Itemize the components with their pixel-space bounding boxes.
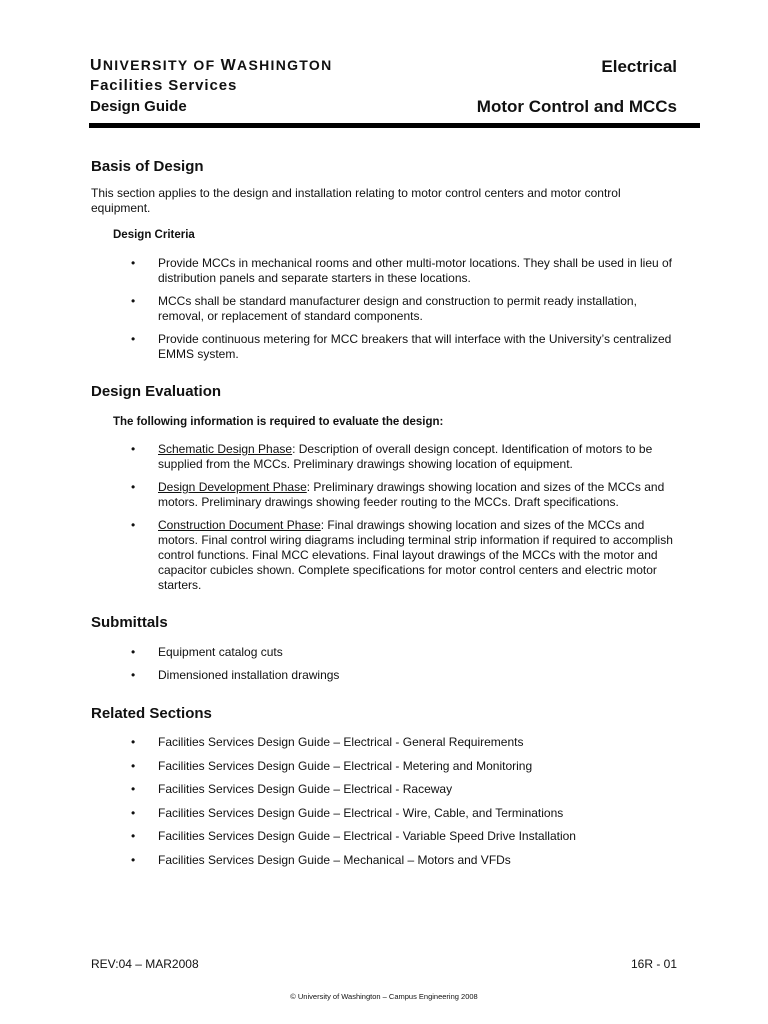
criteria-item: Provide MCCs in mechanical rooms and other multi-motor locations. They shall be used in lieu of distribution panels and separate starters in these locations. (158, 256, 673, 285)
evaluation-lead: The following information is required to evaluate the design: (113, 416, 444, 428)
related-item: Facilities Services Design Guide – Electrical - Wire, Cable, and Terminations (158, 806, 564, 820)
bullet-glyph: • (131, 518, 136, 532)
evaluation-item (158, 518, 683, 593)
university-initial-u: U (90, 57, 103, 74)
university-initial-w: W (220, 57, 238, 74)
evaluation-item (158, 480, 683, 510)
phase-text: : Description of overall design concept. Identification of motors to be supplied from the MCCs. Preliminary drawings showing location of equipment. (158, 442, 653, 471)
university-rest-2: ASHINGTON (237, 57, 333, 73)
phase-name: Design Development Phase (158, 480, 307, 494)
phase-name: Schematic Design Phase (158, 442, 293, 456)
related-item: Facilities Services Design Guide – Electrical - Raceway (158, 782, 453, 796)
phase-name: Construction Document Phase (158, 518, 321, 532)
related-item: Facilities Services Design Guide – Electrical - Variable Speed Drive Installation (158, 829, 576, 843)
submittal-item: Equipment catalog cuts (158, 645, 283, 659)
related-item: Facilities Services Design Guide – Electrical - Metering and Monitoring (158, 759, 533, 773)
bullet-glyph: • (131, 294, 136, 308)
criteria-item: Provide continuous metering for MCC breakers that will interface with the University’s centralized EMMS system. (158, 332, 672, 361)
university-rest-1: NIVERSITY OF (102, 57, 221, 73)
bullet-glyph: • (131, 480, 136, 494)
basis-intro: This section applies to the design and installation relating to motor control centers and motor control equipment. (91, 186, 621, 215)
bullet-glyph: • (131, 256, 136, 270)
evaluation-item (158, 442, 683, 472)
section-title: Motor Control and MCCs (476, 97, 677, 116)
bullet-glyph: • (131, 645, 136, 659)
bullet-glyph: • (131, 853, 136, 867)
related-item: Facilities Services Design Guide – Electrical - General Requirements (158, 735, 524, 749)
bullet-glyph: • (131, 442, 136, 456)
submittal-item: Dimensioned installation drawings (158, 668, 340, 682)
header-rule (89, 123, 700, 128)
bullet-glyph: • (131, 735, 136, 749)
bullet-glyph: • (131, 806, 136, 820)
bullet-glyph: • (131, 782, 136, 796)
basis-heading: Basis of Design (91, 158, 204, 175)
bullet-glyph: • (131, 668, 136, 682)
bullet-glyph: • (131, 759, 136, 773)
page-number: 16R - 01 (630, 957, 677, 971)
related-heading: Related Sections (91, 705, 212, 722)
division-title: Electrical (601, 57, 677, 76)
bullet-glyph: • (131, 829, 136, 843)
facilities-services-label: Facilities Services (90, 77, 238, 94)
revision-label: REV:04 – MAR2008 (91, 957, 199, 971)
evaluation-heading: Design Evaluation (91, 383, 222, 400)
submittals-heading: Submittals (91, 614, 168, 631)
phase-text: : Final drawings showing location and sizes of the MCCs and motors. Final control wiring diagrams including terminal strip information if required to accomplish control functions. Final MCC elevations. Final layout drawings of the MCCs with the motor and capacitor cubicles shown. Complete specifications for motor control centers and electric motor starters. (158, 518, 673, 592)
university-name (90, 57, 333, 75)
related-item: Facilities Services Design Guide – Mechanical – Motors and VFDs (158, 853, 511, 867)
criteria-item: MCCs shall be standard manufacturer design and construction to permit ready installation, removal, or replacement of standard components. (158, 294, 637, 323)
phase-text: : Preliminary drawings showing location and sizes of the MCCs and motors. Preliminary drawings showing feeder routing to the MCCs. Draft specifications. (158, 480, 665, 509)
criteria-heading: Design Criteria (113, 229, 195, 241)
bullet-glyph: • (131, 332, 136, 346)
copyright-notice: © University of Washington – Campus Engineering 2008 (290, 992, 478, 1001)
design-guide-label: Design Guide (90, 98, 187, 115)
